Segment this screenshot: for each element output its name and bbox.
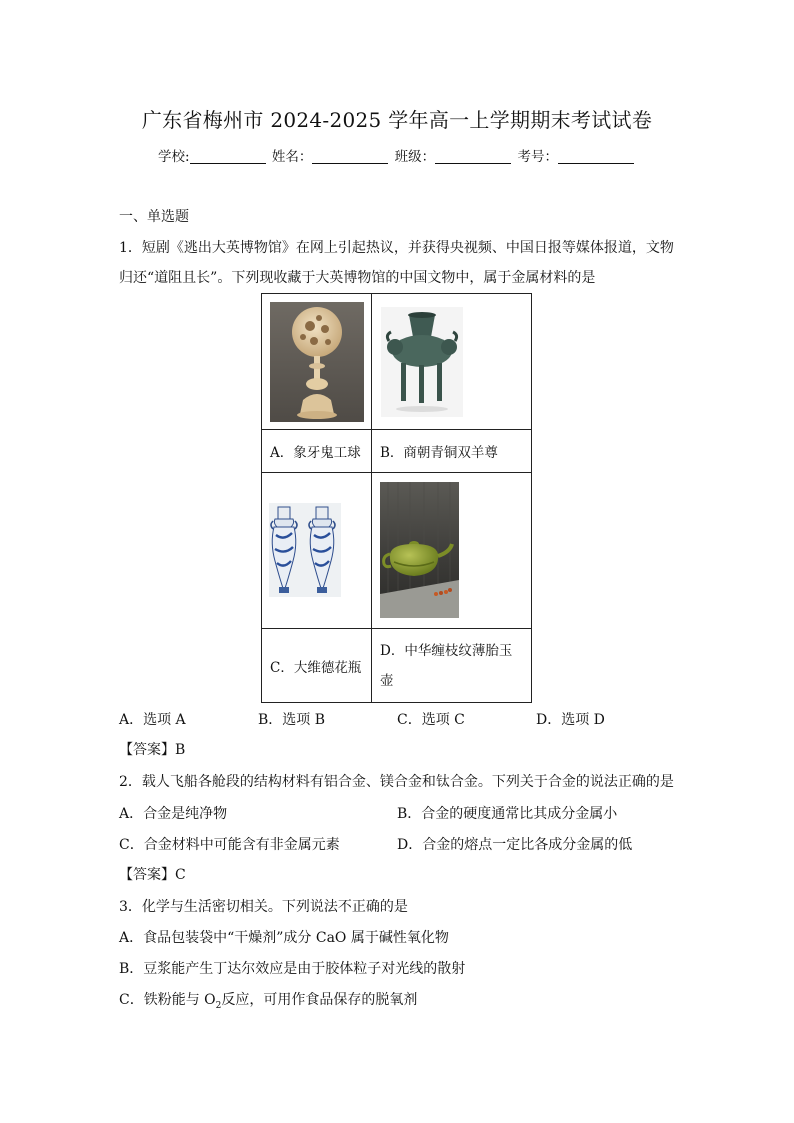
bronze-ram-zun-image <box>381 307 463 417</box>
jade-teapot-image <box>380 482 459 618</box>
q1-option-a: A．选项 A <box>119 712 186 728</box>
q1-option-c: C．选项 C <box>397 712 465 728</box>
q1-caption-d <box>372 629 532 703</box>
q3-option-c-sub: 2 <box>215 1000 222 1011</box>
q2-option-a: A．合金是纯净物 <box>119 806 228 822</box>
q3-option-c-post: 反应，可用作食品保存的脱氧剂 <box>221 992 418 1008</box>
q3-option-b: B．豆浆能产生丁达尔效应是由于胶体粒子对光线的散射 <box>119 961 466 977</box>
page-title: 广东省梅州市 2024-2025 学年高一上学期期末考试试卷 <box>141 108 653 132</box>
q1-stem-line1: 1．短剧《逃出大英博物馆》在网上引起热议，并获得央视频、中国日报等媒体报道，文物 <box>119 240 674 256</box>
q2-option-d: D．合金的熔点一定比各成分金属的低 <box>397 837 633 853</box>
q3-option-a: A．食品包装袋中“干燥剂”成分 CaO 属于碱性氧化物 <box>119 930 449 946</box>
name-label: 姓名： <box>271 149 313 165</box>
q2-stem: 2．载人飞船各舱段的结构材料有铝合金、镁合金和钛合金。下列关于合金的说法正确的是 <box>119 774 674 790</box>
q1-caption-d-line2: 壶 <box>380 672 394 689</box>
ivory-ball-image <box>270 302 364 422</box>
q1-caption-d-line1: D．中华缠枝纹薄胎玉 <box>380 642 513 659</box>
q3-option-c-pre: C．铁粉能与 O <box>119 992 216 1008</box>
section-heading: 一、单选题 <box>119 209 189 225</box>
q1-caption-a: A．象牙鬼工球 <box>262 430 372 473</box>
school-blank <box>190 149 266 164</box>
q1-stem-line2: 归还“道阻且长”。下列现收藏于大英博物馆的中国文物中，属于金属材料的是 <box>119 270 596 286</box>
class-label: 班级： <box>394 149 436 165</box>
class-blank <box>435 149 511 164</box>
school-label: 学校: <box>158 149 190 165</box>
student-info-row <box>0 145 794 165</box>
blue-white-vases-image <box>269 503 341 597</box>
q2-option-b: B．合金的硬度通常比其成分金属小 <box>397 806 618 822</box>
q1-caption-c: C．大维德花瓶 <box>262 629 372 703</box>
q3-stem: 3．化学与生活密切相关。下列说法不正确的是 <box>119 899 408 915</box>
q2-option-c: C．合金材料中可能含有非金属元素 <box>119 837 340 853</box>
exam-no-label: 考号： <box>517 149 558 165</box>
exam-no-blank <box>558 149 634 164</box>
q3-option-c <box>119 990 417 1016</box>
name-blank <box>312 149 388 164</box>
q1-option-d: D．选项 D <box>536 712 605 728</box>
q1-caption-b: B．商朝青铜双羊尊 <box>372 430 532 473</box>
q1-option-b: B．选项 B <box>258 712 326 728</box>
q1-answer: 【答案】B <box>119 742 186 758</box>
q2-answer: 【答案】C <box>119 867 186 883</box>
